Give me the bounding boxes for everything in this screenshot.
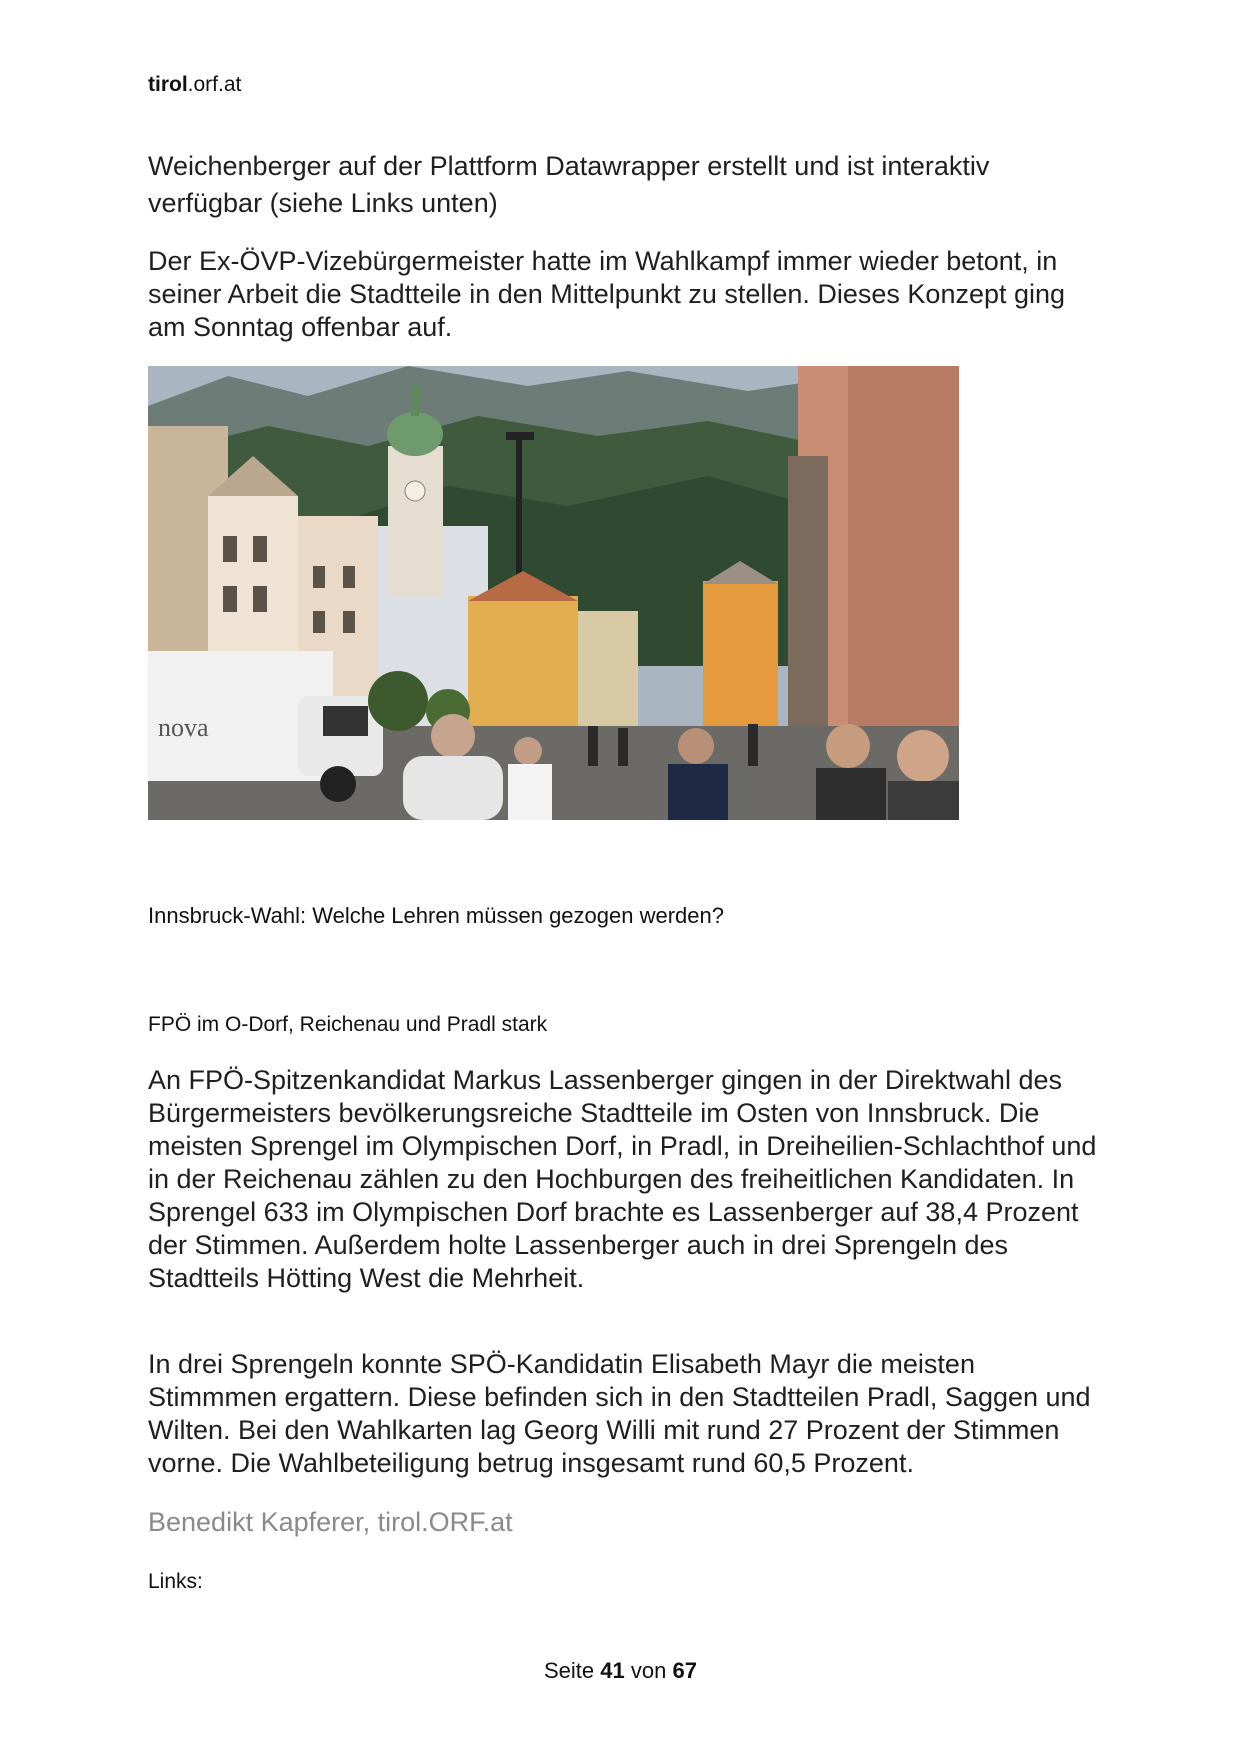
paragraph-intro: Weichenberger auf der Plattform Datawrapper erstellt und ist interaktiv verfügbar (siehe Links unten) (148, 151, 990, 218)
site-name-bold: tirol (148, 73, 188, 96)
image-caption: Innsbruck-Wahl: Welche Lehren müssen gezogen werden? (148, 903, 724, 928)
site-name-rest: .orf.at (187, 73, 242, 96)
page-footer (0, 1658, 1241, 1684)
footer-prefix: Seite (544, 1658, 595, 1683)
links-label: Links: (148, 1570, 203, 1593)
van-lettering: nova (158, 713, 209, 742)
article-photo (148, 366, 959, 820)
paragraph-spoe: In drei Sprengeln konnte SPÖ-Kandidatin Elisabeth Mayr die meisten Stimmmen ergattern. Diese befinden sich in den Stadtteilen Pradl, Saggen und Wilten. Bei den Wahlkarten lag Georg Willi mit rund 27 Prozent der Stimmen vorne. Die Wahlbeteiligung betrug insgesamt rund 60,5 Prozent. (148, 1349, 1091, 1478)
author-line: Benedikt Kapferer, tirol.ORF.at (148, 1507, 513, 1537)
paragraph-fpoe: An FPÖ-Spitzenkandidat Markus Lassenberger gingen in der Direktwahl des Bürgermeisters bevölkerungsreiche Stadtteile im Osten von Innsbruck. Die meisten Sprengel im Olympischen Dorf, in Pradl, in Dreiheilien-Schlachthof und in der Reichenau zählen zu den Hochburgen des freiheitlichen Kandidaten. In Sprengel 633 im Olympischen Dorf brachte es Lassenberger auf 38,4 Prozent der Stimmen. Außerdem holte Lassenberger auch in drei Sprengeln des Stadtteils Hötting West die Mehrheit. (148, 1065, 1097, 1293)
site-header (148, 73, 241, 97)
footer-middle: von (630, 1658, 667, 1683)
footer-page-number: 41 (600, 1658, 625, 1683)
footer-total-pages: 67 (672, 1658, 697, 1683)
paragraph-concept: Der Ex-ÖVP-Vizebürgermeister hatte im Wahlkampf immer wieder betont, in seiner Arbeit die Stadtteile in den Mittelpunkt zu stellen. Dieses Konzept ging am Sonntag offenbar auf. (148, 246, 1066, 342)
section-heading: FPÖ im O-Dorf, Reichenau und Pradl stark (148, 1013, 548, 1036)
